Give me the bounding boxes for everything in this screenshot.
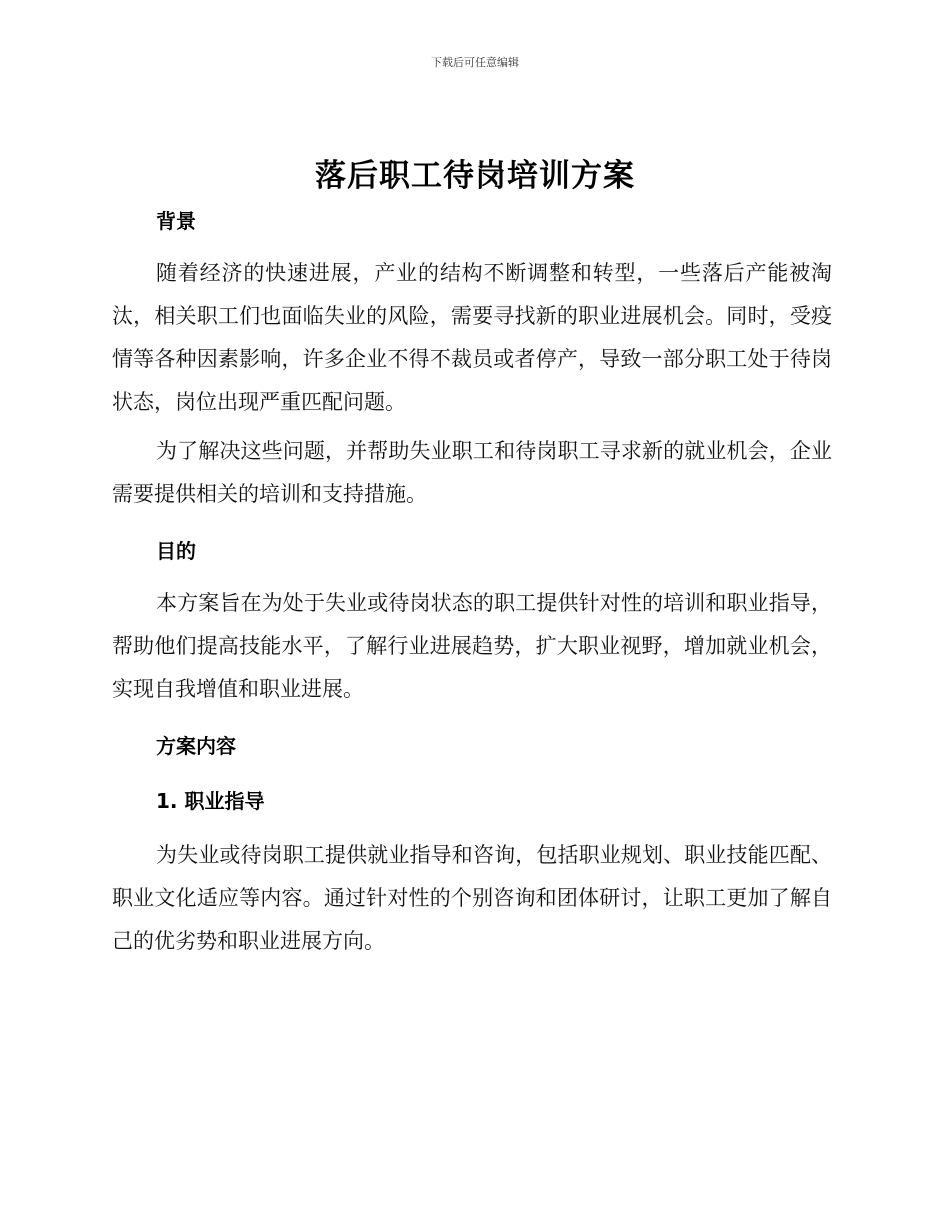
paragraph-goal-1: 本方案旨在为处于失业或待岗状态的职工提供针对性的培训和职业指导，帮助他们提高技能水平，了解行业进展趋势，扩大职业视野，增加就业机会，实现自我增值和职业进展。 (112, 591, 832, 701)
paragraph-background-2: 为了解决这些问题，并帮助失业职工和待岗职工寻求新的就业机会，企业需要提供相关的培训和支持措施。 (112, 439, 832, 506)
paragraph-career-guidance-1: 为失业或待岗职工提供就业指导和咨询，包括职业规划、职业技能匹配、职业文化适应等内容。通过针对性的个别咨询和团体研讨，让职工更加了解自己的优劣势和职业进展方向。 (112, 843, 832, 953)
section-heading-goal: 目的 (156, 539, 196, 563)
page-header-note: 下载后可任意编辑 (431, 56, 519, 69)
paragraph-background-1: 随着经济的快速进展，产业的结构不断调整和转型，一些落后产能被淘汰，相关职工们也面临失业的风险，需要寻找新的职业进展机会。同时，受疫情等各种因素影响，许多企业不得不裁员或者停产，导致一部分职工处于待岗状态，岗位出现严重匹配问题。 (112, 261, 832, 414)
section-heading-background: 背景 (156, 209, 196, 233)
section-heading-plan: 方案内容 (156, 734, 236, 758)
document-title: 落后职工待岗培训方案 (315, 158, 635, 194)
document-body (112, 200, 832, 963)
subsection-heading-career-guidance: 1. 职业指导 (156, 789, 265, 813)
